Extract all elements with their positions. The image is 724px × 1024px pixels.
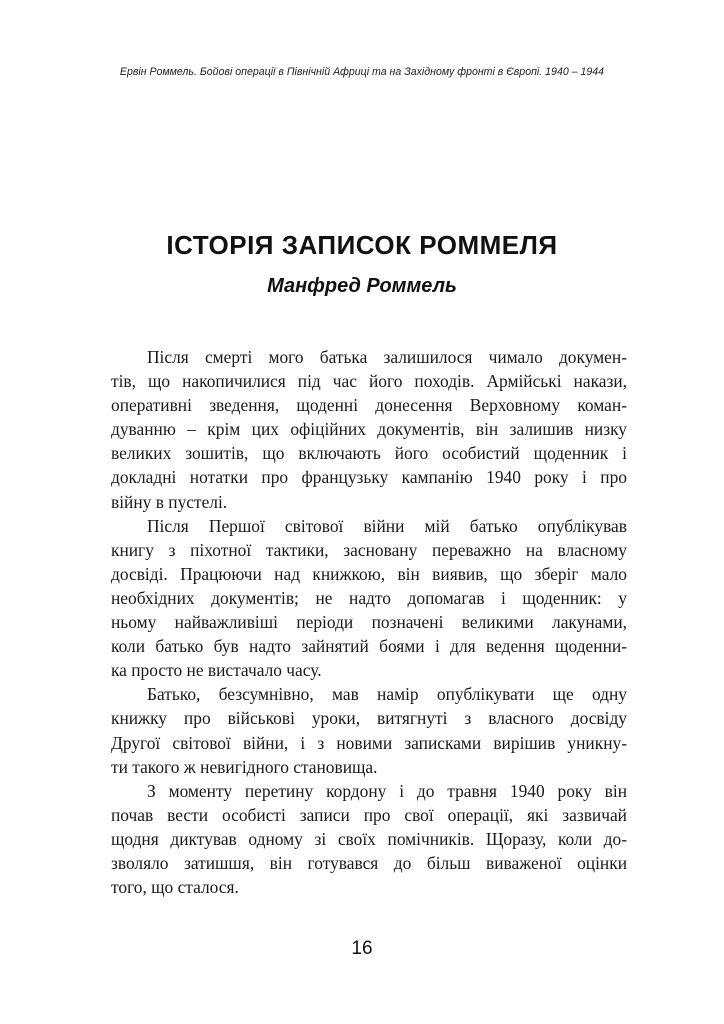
paragraph [111, 682, 627, 778]
running-header: Ервін Роммель. Бойові операції в Північній Африці та на Західному фронті в Європі. 1940 – 1944 [119, 66, 605, 78]
text-line: зволяло затишшя, він готувався до більш виваженої оцінки [111, 852, 627, 873]
text-line: тів, що накопичилися під час його походів. Армійські накази, [111, 371, 627, 392]
text-line: ка просто не вистачало часу. [111, 660, 322, 681]
text-line: Батько, безсумнівно, мав намір опублікувати ще одну [147, 684, 627, 705]
text-line: книгу з піхотної тактики, засновану переважно на власному [111, 539, 627, 560]
text-line: того, що сталося. [111, 877, 239, 898]
text-line: дуванню – крім цих офіційних документів, він залишив низку [111, 419, 627, 440]
text-line: досвіді. Працюючи над книжкою, він виявив, що зберіг мало [111, 563, 627, 584]
text-line: коли батько був надто зайнятий боями і для ведення щоденни- [111, 636, 627, 657]
text-line: ти такого ж невигідного становища. [111, 756, 378, 777]
text-line: ньому найважливіші періоди позначені великими лакунами, [111, 612, 627, 633]
text-line: З моменту перетину кордону і до травня 1940 року він [147, 780, 627, 801]
body-text [111, 345, 627, 899]
paragraph [111, 345, 627, 514]
text-line: Після Першої світової війни мій батько опублікував [147, 515, 627, 536]
page-number: 16 [351, 938, 373, 959]
chapter-title: ІСТОРІЯ ЗАПИСОК РОММЕЛЯ [166, 230, 558, 260]
text-line: великих зошитів, що включають його особистий щоденник і [111, 443, 627, 464]
text-line: війну в пустелі. [111, 491, 228, 512]
text-line: докладні нотатки про французьку кампанію 1940 року і про [111, 467, 627, 488]
paragraph [111, 779, 627, 899]
text-line: необхідних документів; не надто допомагав і щоденник: у [111, 587, 627, 608]
text-line: Другої світової війни, і з новими записками вирішив уникну- [111, 732, 627, 753]
text-line: книжку про військові уроки, витягнуті з власного досвіду [111, 708, 627, 729]
text-line: щодня диктував одному зі своїх помічників. Щоразу, коли до- [111, 828, 627, 849]
chapter-author: Манфред Роммель [267, 275, 457, 297]
paragraph [111, 514, 627, 683]
text-line: оперативні зведення, щоденні донесення Верховному коман- [111, 395, 627, 416]
text-line: Після смерті мого батька залишилося чимало докумен- [147, 347, 627, 367]
text-line: почав вести особисті записи про свої операції, які зазвичай [111, 804, 627, 825]
